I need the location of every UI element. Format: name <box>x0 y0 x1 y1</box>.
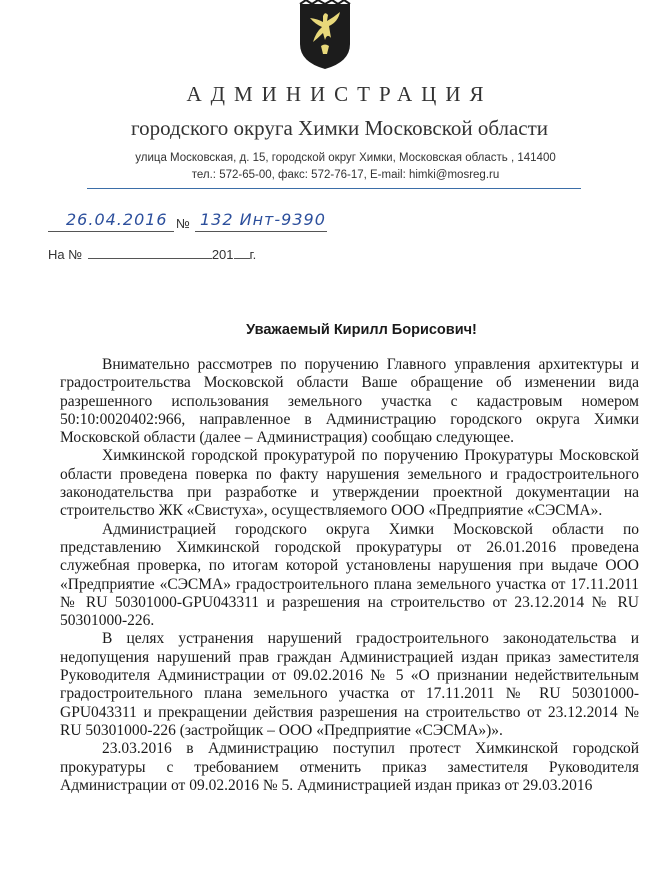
org-name: АДМИНИСТРАЦИЯ <box>186 82 493 106</box>
reference-year: 201 <box>211 247 234 262</box>
reference-year-blank <box>234 246 250 259</box>
number-underline <box>195 231 327 232</box>
org-contacts: тел.: 572-65-00, факс: 572-76-17, E-mail: himki@mosreg.ru <box>191 169 500 181</box>
reference-line <box>48 246 256 262</box>
registration-date: 26.04.2016 <box>66 210 168 229</box>
registration-line <box>48 210 608 234</box>
org-address: улица Московская, д. 15, городской округ Химки, Московская область , 141400 <box>135 152 556 164</box>
paragraph: 23.03.2016 в Администрацию поступил протест Химкинской городской прокуратуры с требованием отменить приказ заместителя Руководителя Администрации от 09.02.2016 № 5. Администрацией издан приказ от 29.03.2016 <box>60 740 639 794</box>
paragraph: Внимательно рассмотрев по поручению Главного управления архитектуры и градостроительства Московской области Ваше обращение об изменении вида разрешенного использования земельного участка с кадастровым номером 50:10:0020402:966, направленное в Администрацию городского округа Химки Московской области (далее – Администрация) сообщаю следующее. <box>60 356 639 447</box>
paragraph: В целях устранения нарушений градостроительного законодательства и недопущения нарушений прав граждан Администрацией издан приказ заместителя Руководителя Администрации от 09.02.2016 № 5 «О признании недействительным градостроительного плана земельного участка от 17.11.2011 № RU 50301000-GPU043311 и прекращении действия разрешения на строительство от 23.12.2014 № RU 50301000-226 (застройщик – ООО «Предприятие «СЭСМА»)». <box>60 630 639 739</box>
header-divider <box>87 188 581 189</box>
reference-year-suffix: г. <box>249 247 257 262</box>
letter-greeting: Уважаемый Кирилл Борисович! <box>246 322 477 338</box>
paragraph: Химкинской городской прокуратурой по поручению Прокуратуры Московской области проведена поверка по факту нарушения земельного и градостроительного законодательства при разработке и утверждении проектной документации на строительство ЖК «Свистуха», осуществляемого ООО «Предприятие «СЭСМА». <box>60 447 639 520</box>
registration-number: 132 Инт-9390 <box>200 210 326 229</box>
date-underline <box>48 231 174 232</box>
coat-of-arms-icon <box>298 0 352 70</box>
reference-number-blank <box>88 246 212 259</box>
letter-body <box>60 356 639 795</box>
number-label: № <box>176 216 190 231</box>
paragraph: Администрацией городского округа Химки Московской области по представлению Химкинской городской прокуратуры от 26.01.2016 проведена служебная проверка, по итогам которой установлены нарушения при выдаче ООО «Предприятие «СЭСМА» градостроительного плана земельного участка от 17.11.2011 № RU 50301000-GPU043311 и разрешения на строительство от 23.12.2014 № RU 50301000-226. <box>60 520 639 630</box>
org-subtitle: городского округа Химки Московской области <box>130 116 549 140</box>
reference-label: На № <box>48 247 83 262</box>
